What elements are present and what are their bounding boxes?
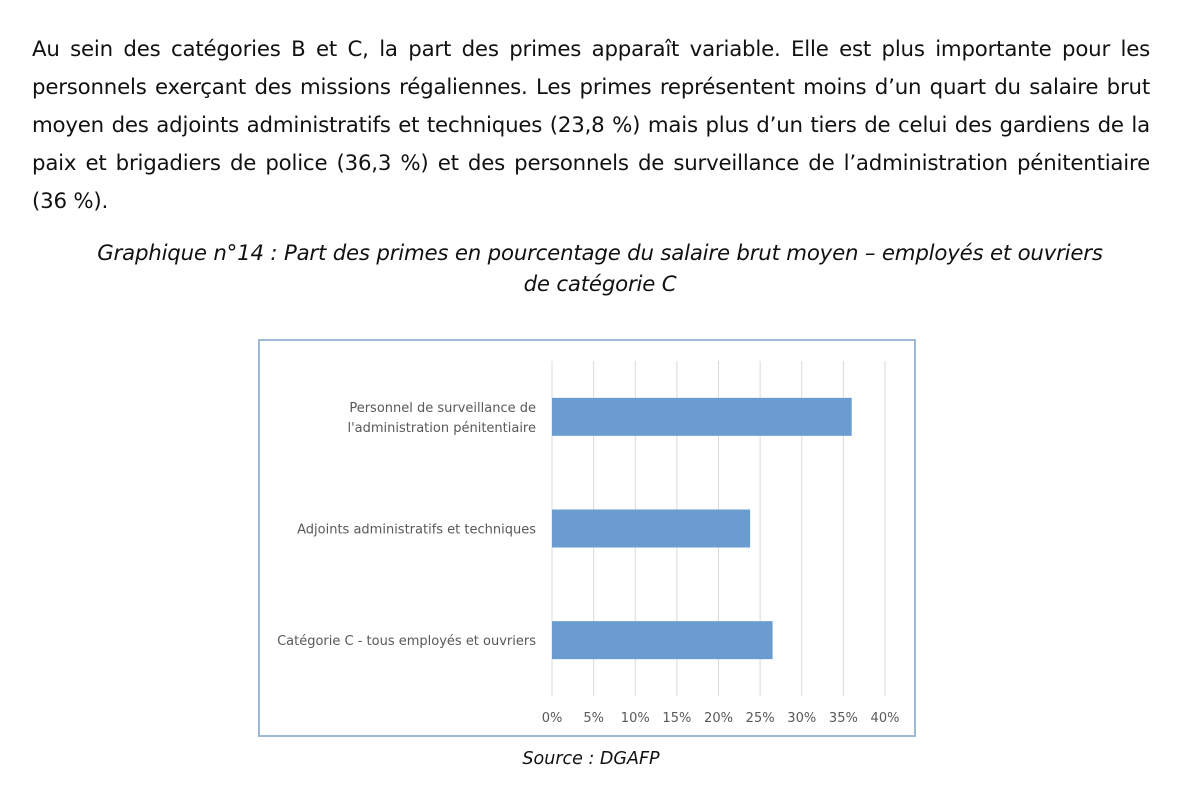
x-tick-label: 15% <box>662 711 692 726</box>
category-label: Personnel de surveillance de <box>349 400 536 416</box>
x-tick-label: 35% <box>828 711 858 726</box>
caption-line-1: Graphique n°14 : Part des primes en pourcentage du salaire brut moyen – employés et ouvriers <box>97 241 1103 266</box>
x-tick-label: 0% <box>541 711 563 726</box>
bar <box>552 621 773 659</box>
x-tick-label: 40% <box>870 711 900 726</box>
category-label: Adjoints administratifs et techniques <box>297 522 536 538</box>
x-tick-label: 10% <box>620 711 650 726</box>
x-tick-label: 5% <box>583 711 604 726</box>
x-tick-label: 20% <box>704 711 733 726</box>
category-label: Catégorie C - tous employés et ouvriers <box>277 634 536 650</box>
x-tick-label: 30% <box>787 711 817 726</box>
figure-caption <box>20 238 1180 300</box>
category-label: l'administration pénitentiaire <box>347 420 536 436</box>
caption-line-2: de catégorie C <box>523 272 677 297</box>
bar <box>552 510 750 548</box>
source-note: Source : DGAFP <box>522 749 660 769</box>
bar-chart <box>260 341 914 735</box>
body-paragraph: Au sein des catégories B et C, la part des primes apparaît variable. Elle est plus importante pour les personnels exerçant des missions régaliennes. Les primes représentent moins d’un quart du salaire brut moyen des adjoints administratifs et techniques (23,8 %) mais plus d’un tiers de celui des gardiens de la paix et brigadiers de police (36,3 %) et des personnels de surveillance de l’administration pénitentiaire (36 %). <box>32 37 1150 214</box>
chart-frame <box>258 339 916 737</box>
bar <box>552 398 852 436</box>
x-tick-label: 25% <box>745 711 775 726</box>
